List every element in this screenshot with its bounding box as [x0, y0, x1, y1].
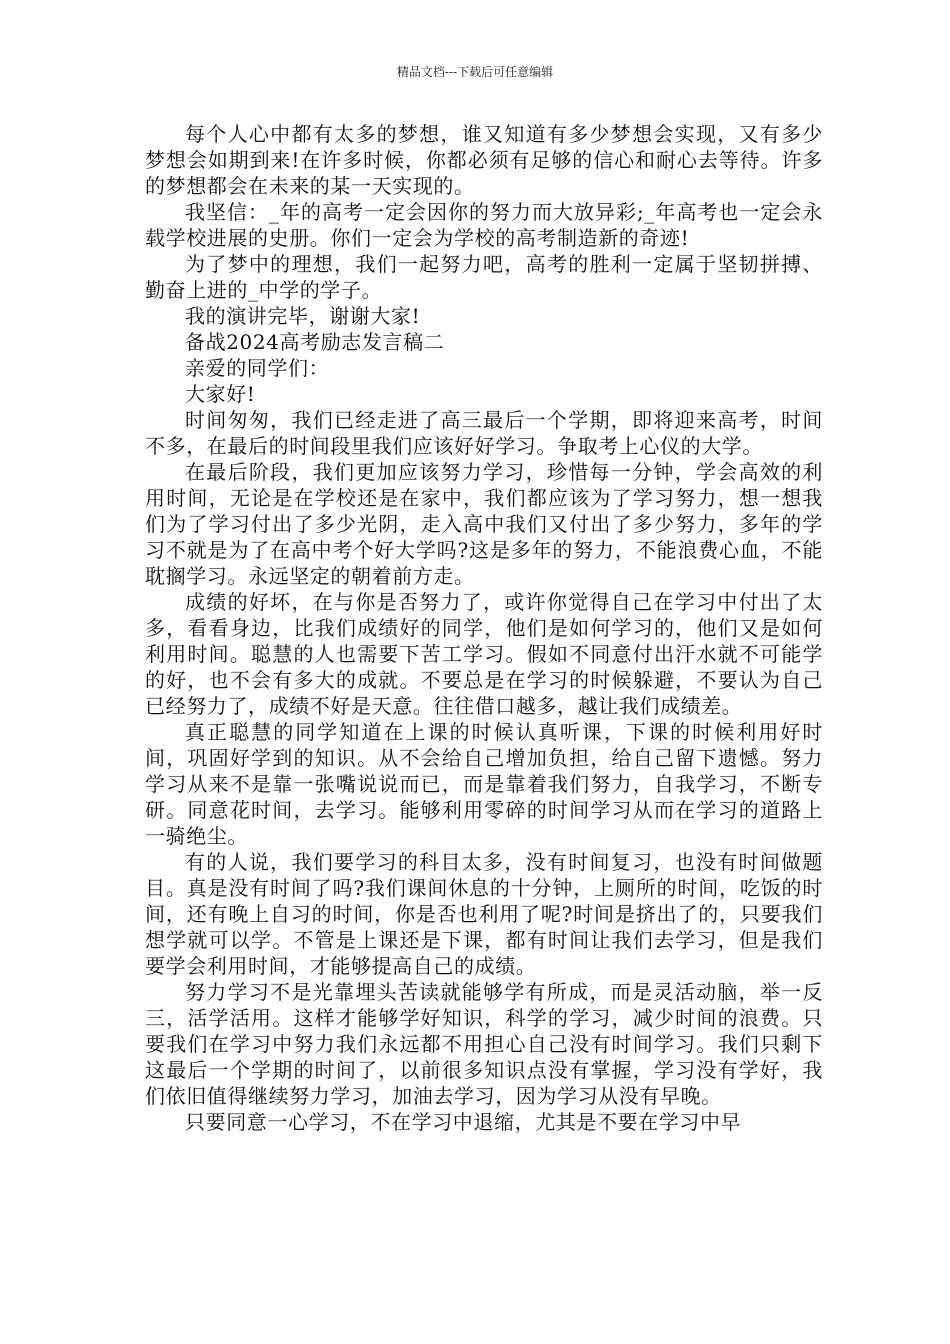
paragraph: 有的人说，我们要学习的科目太多，没有时间复习，也没有时间做题目。真是没有时间了吗?我们课间休息的十分钟，上厕所的时间，吃饭的时间，还有晚上自习的时间，你是否也利用了呢?时间是挤出了的，只要我们想学就可以学。不管是上课还是下课，都有时间让我们去学习，但是我们要学会利用时间，才能够提高自己的成绩。 — [145, 850, 823, 978]
greeting: 大家好! — [185, 382, 256, 406]
paragraph: 在最后阶段，我们更加应该努力学习，珍惜每一分钟，学会高效的利用时间，无论是在学校还是在家中，我们都应该为了学习努力，想一想我们为了学习付出了多少光阴，走入高中我们又付出了多少努力，多年的学习不就是为了在高中考个好大学吗?这是多年的努力，不能浪费心血，不能耽搁学习。永远坚定的朝着前方走。 — [145, 460, 823, 588]
paragraph: 成绩的好坏，在与你是否努力了，或许你觉得自己在学习中付出了太多，看看身边，比我们成绩好的同学，他们是如何学习的，他们又是如何利用时间。聪慧的人也需要下苦工学习。假如不同意付出汗水就不可能学的好，也不会有多大的成就。不要总是在学习的时候躲避，不要认为自己已经努力了，成绩不好是天意。往往借口越多，越让我们成绩差。 — [145, 590, 823, 718]
page-header: 精品文档---下载后可任意编辑 — [396, 65, 554, 79]
document-body — [145, 121, 823, 1135]
paragraph: 我的演讲完毕，谢谢大家! — [185, 304, 421, 328]
paragraph: 努力学习不是光靠埋头苦读就能够学有所成，而是灵活动脑，举一反三，活学活用。这样才能够学好知识，科学的学习，减少时间的浪费。只要我们在学习中努力我们永远都不用担心自己没有时间学习。我们只剩下这最后一个学期的时间了，以前很多知识点没有掌握，学习没有学好，我们依旧值得继续努力学习，加油去学习，因为学习从没有早晚。 — [145, 980, 823, 1108]
paragraph: 我坚信：_年的高考一定会因你的努力而大放异彩;_年高考也一定会永载学校进展的史册。你们一定会为学校的高考制造新的奇迹! — [145, 200, 823, 250]
paragraph: 为了梦中的理想，我们一起努力吧，高考的胜利一定属于坚韧拼搏、勤奋上进的_中学的学子。 — [145, 252, 823, 302]
paragraph: 只要同意一心学习，不在学习中退缩，尤其是不要在学习中早 — [185, 1110, 742, 1134]
section-title: 备战2024高考励志发言稿二 — [185, 330, 445, 354]
paragraph: 每个人心中都有太多的梦想，谁又知道有多少梦想会实现，又有多少梦想会如期到来!在许多时候，你都必须有足够的信心和耐心去等待。许多的梦想都会在未来的某一天实现的。 — [145, 122, 823, 198]
paragraph: 时间匆匆，我们已经走进了高三最后一个学期，即将迎来高考，时间不多，在最后的时间段里我们应该好好学习。争取考上心仪的大学。 — [145, 408, 823, 458]
salutation: 亲爱的同学们： — [185, 356, 330, 380]
paragraph: 真正聪慧的同学知道在上课的时候认真听课，下课的时候利用好时间，巩固好学到的知识。从不会给自己增加负担，给自己留下遗憾。努力学习从来不是靠一张嘴说说而已，而是靠着我们努力，自我学习，不断专研。同意花时间，去学习。能够利用零碎的时间学习从而在学习的道路上一骑绝尘。 — [145, 720, 823, 848]
